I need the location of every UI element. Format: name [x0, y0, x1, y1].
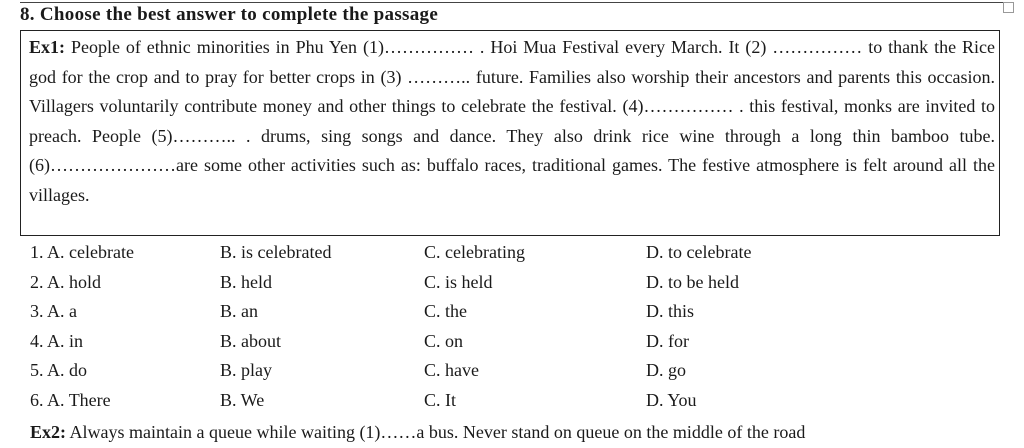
- next-exercise-partial: [30, 418, 805, 448]
- option-c[interactable]: C. on: [424, 330, 464, 351]
- option-d[interactable]: D. for: [646, 330, 689, 351]
- passage-text: People of ethnic minorities in Phu Yen (1)…………… . Hoi Mua Festival every March. It (2) …………… to thank the Rice god for the crop and to pray for better crops in (3) ……….. future. Families also worship their ancestors and parents this occasion. Villagers voluntarily contribute money and other things to celebrate the festival. (4)…………… . this festival, monks are invited to preach. People (5)……….. . drums, sing songs and dance. They also drink rice wine through a long thin bamboo tube. (6)…………………are some other activities such as: buffalo races, traditional games. The festive atmosphere is felt around all the villages.: [29, 37, 995, 205]
- option-a[interactable]: 2. A. hold: [30, 271, 102, 292]
- question-row: [30, 238, 1010, 268]
- option-c[interactable]: C. It: [424, 389, 457, 410]
- option-a[interactable]: 3. A. a: [30, 301, 78, 321]
- option-a[interactable]: 6. A. There: [30, 389, 111, 410]
- exercise-heading: 8. Choose the best answer to complete the passage: [20, 4, 439, 25]
- passage-box: [20, 30, 1000, 236]
- option-c[interactable]: C. is held: [424, 271, 493, 292]
- option-d[interactable]: D. go: [646, 360, 686, 380]
- option-b[interactable]: B. held: [220, 271, 272, 292]
- option-d[interactable]: D. You: [646, 389, 697, 410]
- option-b[interactable]: B. We: [220, 389, 265, 410]
- option-d[interactable]: D. to be held: [646, 271, 739, 292]
- option-b[interactable]: B. is celebrated: [220, 242, 332, 262]
- answer-options: [30, 238, 1010, 415]
- next-exercise-text: Always maintain a queue while waiting (1)……a bus. Never stand on queue on the middle of the road: [69, 422, 806, 442]
- option-b[interactable]: B. an: [220, 301, 258, 321]
- option-b[interactable]: B. play: [220, 360, 272, 380]
- top-rule: [20, 2, 1004, 3]
- passage-label: Ex1:: [29, 37, 65, 57]
- option-a[interactable]: 1. A. celebrate: [30, 242, 134, 262]
- checkbox-icon: [1003, 2, 1014, 13]
- question-row: [30, 386, 1010, 416]
- question-row: [30, 327, 1010, 357]
- option-b[interactable]: B. about: [220, 330, 281, 351]
- passage: [29, 33, 995, 210]
- next-exercise-label: Ex2:: [30, 422, 66, 442]
- option-d[interactable]: D. this: [646, 301, 695, 321]
- question-row: [30, 356, 1010, 386]
- option-c[interactable]: C. have: [424, 360, 479, 380]
- option-a[interactable]: 4. A. in: [30, 330, 84, 351]
- question-row: [30, 268, 1010, 298]
- option-a[interactable]: 5. A. do: [30, 360, 88, 380]
- option-d[interactable]: D. to celebrate: [646, 242, 752, 262]
- option-c[interactable]: C. celebrating: [424, 242, 525, 262]
- option-c[interactable]: C. the: [424, 301, 467, 321]
- question-row: [30, 297, 1010, 327]
